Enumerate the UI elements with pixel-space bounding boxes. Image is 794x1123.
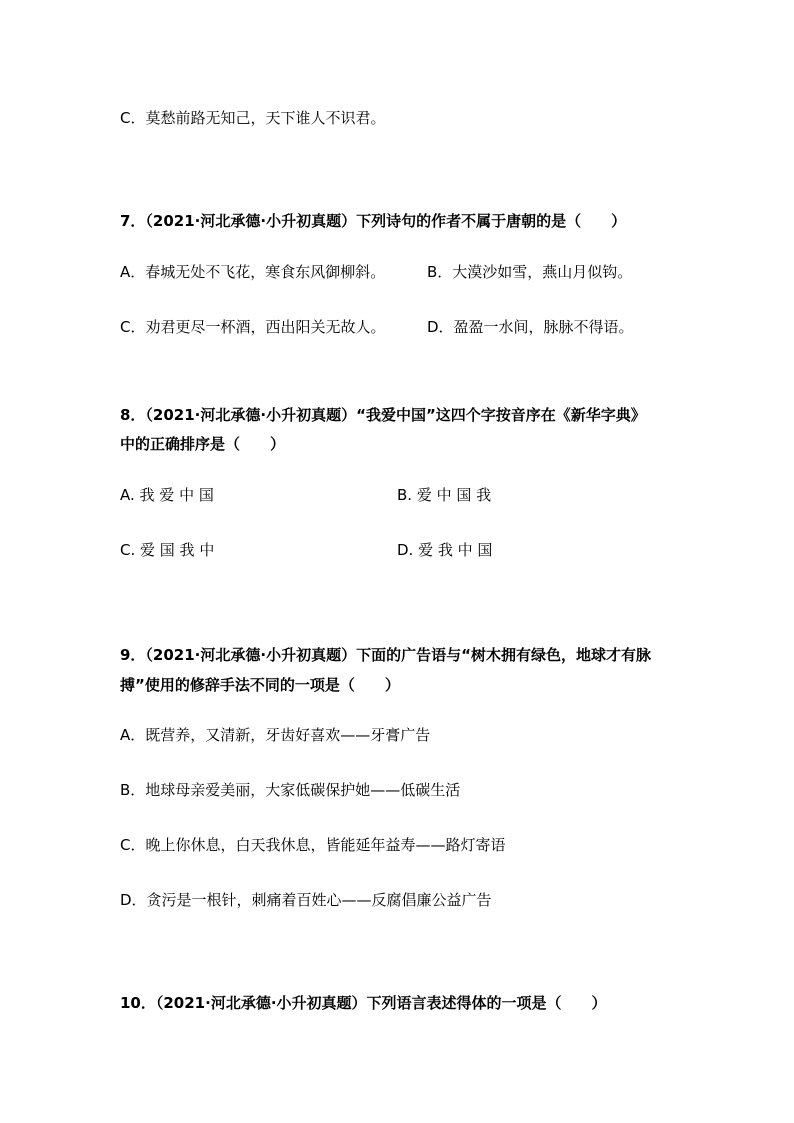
q8-stem-line1: 8．（2021·河北承德·小升初真题）“我爱中国”这四个字按音序在《新华字典》 — [120, 406, 646, 424]
q9-option-b: B．地球母亲爱美丽，大家低碳保护她——低碳生活 — [120, 781, 461, 799]
q8-option-d: D. 爱 我 中 国 — [397, 541, 493, 559]
q7-option-a: A．春城无处不飞花，寒食东风御柳斜。 — [120, 263, 386, 281]
q8-stem-line2: 中的正确排序是（ ） — [120, 435, 286, 453]
q8-option-c: C. 爱 国 我 中 — [120, 541, 215, 559]
q9-stem-line2: 搏”使用的修辞手法不同的一项是（ ） — [120, 676, 400, 694]
q8-option-b: B. 爱 中 国 我 — [397, 486, 492, 504]
q9-stem-line1: 9．（2021·河北承德·小升初真题）下面的广告语与“树木拥有绿色，地球才有脉 — [120, 646, 651, 664]
q9-option-a: A．既营养，又清新，牙齿好喜欢——牙膏广告 — [120, 726, 431, 744]
q7-stem: 7．（2021·河北承德·小升初真题）下列诗句的作者不属于唐朝的是（ ） — [120, 212, 627, 230]
q7-option-c: C．劝君更尽一杯酒，西出阳关无故人。 — [120, 318, 386, 336]
q7-option-d: D．盈盈一水间，脉脉不得语。 — [427, 318, 634, 336]
q9-option-c: C．晚上你休息，白天我休息，皆能延年益寿——路灯寄语 — [120, 836, 506, 854]
q8-option-a: A. 我 爱 中 国 — [120, 486, 214, 504]
q6-option-c: C．莫愁前路无知己，天下谁人不识君。 — [120, 109, 386, 127]
q7-option-b: B．大漠沙如雪，燕山月似钩。 — [427, 263, 633, 281]
q10-stem: 10．（2021·河北承德·小升初真题）下列语言表述得体的一项是（ ） — [120, 994, 607, 1012]
q9-option-d: D．贪污是一根针，刺痛着百姓心——反腐倡廉公益广告 — [120, 891, 492, 909]
